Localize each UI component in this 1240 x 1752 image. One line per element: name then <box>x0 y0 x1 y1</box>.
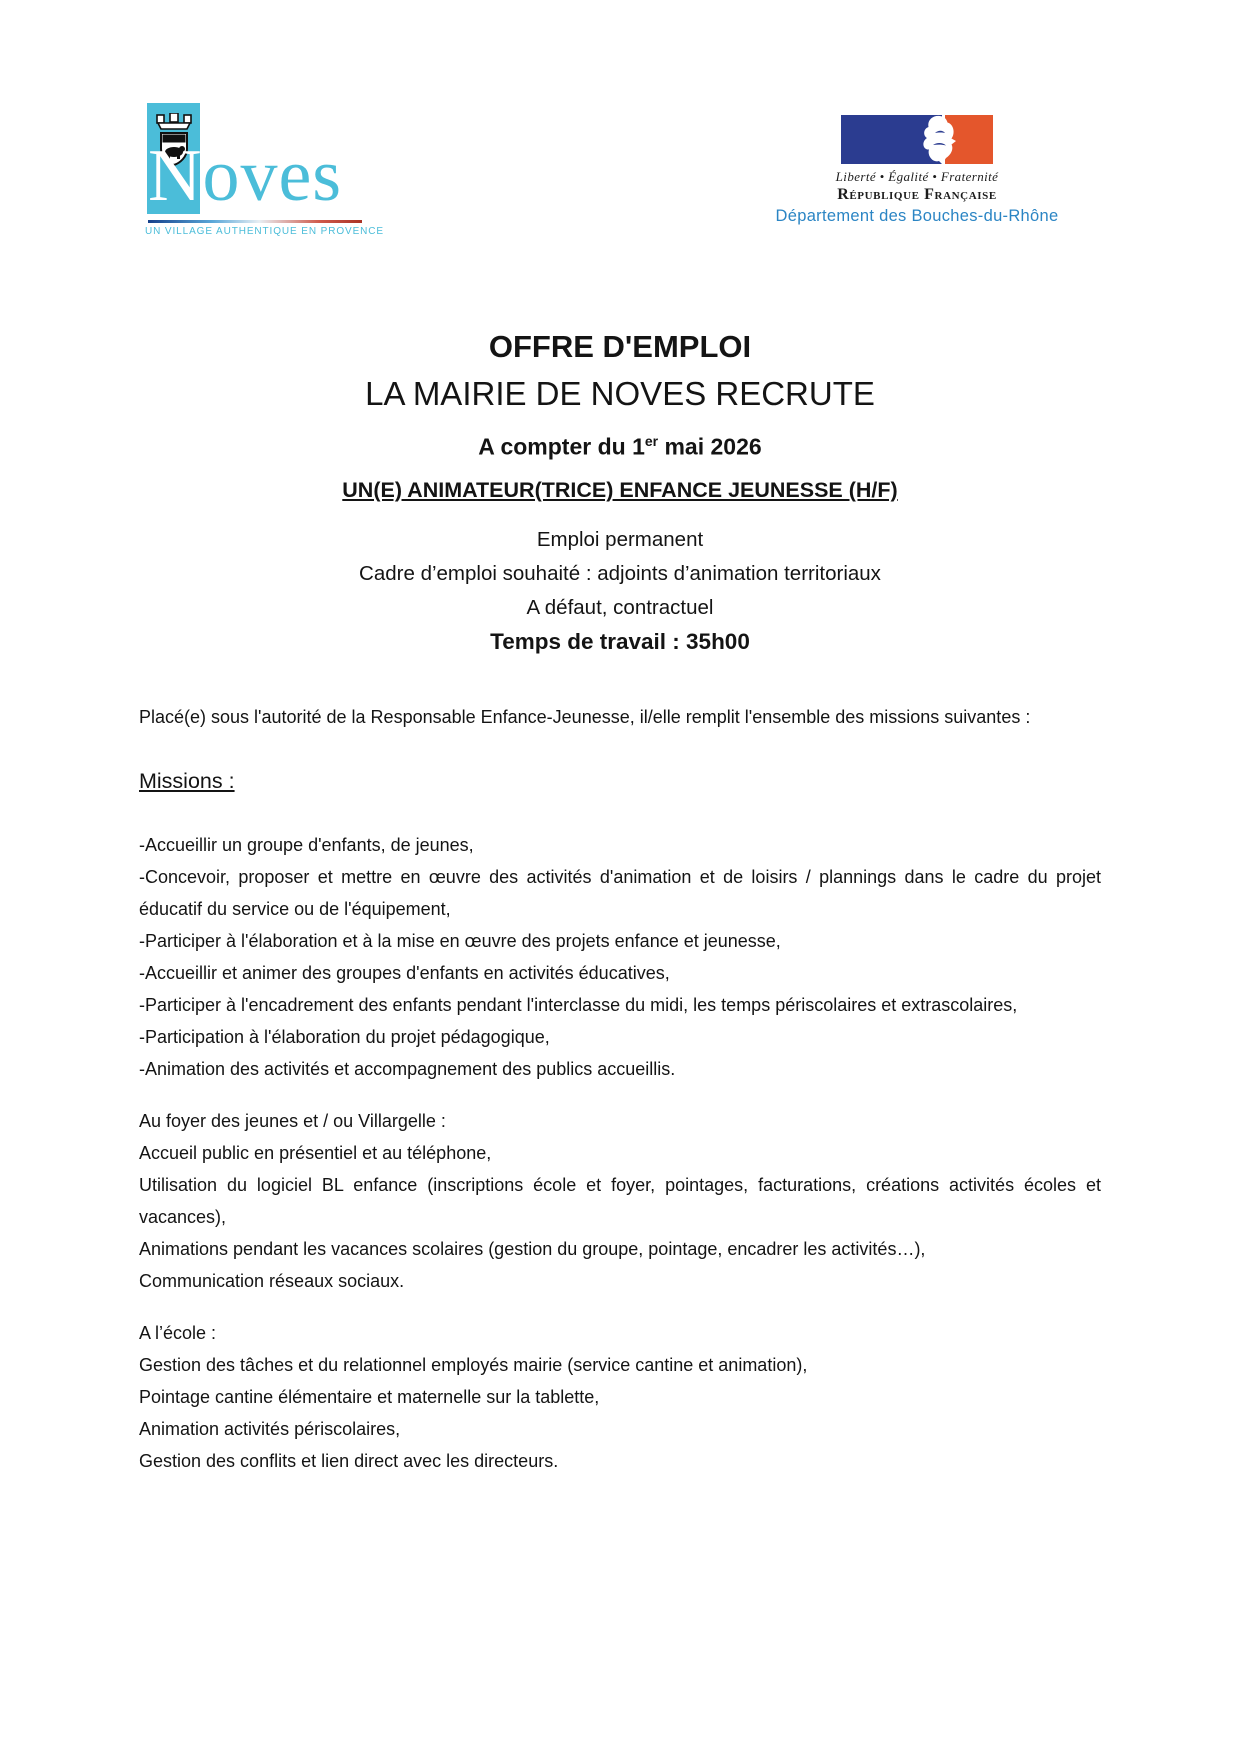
missions-heading-text: Missions : <box>139 768 235 793</box>
mission-item: -Accueillir et animer des groupes d'enfants en activités éducatives, <box>139 962 670 983</box>
position-title-line <box>139 469 1101 511</box>
foyer-heading: Au foyer des jeunes et / ou Villargelle : <box>139 1110 446 1131</box>
foyer-section <box>139 1105 1101 1297</box>
ecole-section <box>139 1317 1101 1477</box>
title-block <box>139 325 1101 659</box>
department-label: Département des Bouches-du-Rhône <box>775 207 1059 225</box>
start-date-line <box>139 419 1101 469</box>
ecole-item: Gestion des tâches et du relationnel employés mairie (service cantine et animation), <box>139 1354 808 1375</box>
start-date-suffix: mai 2026 <box>658 433 762 460</box>
intro-paragraph: Placé(e) sous l'autorité de la Responsable Enfance-Jeunesse, il/elle remplit l'ensemble des missions suivantes : <box>139 706 1031 727</box>
missions-heading <box>139 763 1101 799</box>
missions-list <box>139 829 1101 1085</box>
republique-francaise-logo <box>841 115 993 164</box>
ecole-item: Gestion des conflits et lien direct avec les directeurs. <box>139 1450 559 1471</box>
noves-wordmark <box>148 135 343 217</box>
noves-wordmark-initial: N <box>148 135 203 217</box>
mission-item: -Concevoir, proposer et mettre en œuvre des activités d'animation et de loisirs / plannings dans le cadre du projet éducatif du service ou de l'équipement, <box>139 866 1101 919</box>
foyer-item: Communication réseaux sociaux. <box>139 1270 405 1291</box>
noves-logo <box>133 93 383 243</box>
foyer-list <box>139 1137 1101 1297</box>
work-time-line: Temps de travail : 35h00 <box>490 628 750 654</box>
foyer-item: Accueil public en présentiel et au téléphone, <box>139 1142 492 1163</box>
rf-motto: Liberté • Égalité • Fraternité <box>835 169 999 184</box>
start-date-ordinal: er <box>644 433 659 449</box>
mission-item: -Participation à l'élaboration du projet pédagogique, <box>139 1026 550 1047</box>
employment-type-line: Emploi permanent <box>536 527 704 551</box>
document-subtitle: LA MAIRIE DE NOVES RECRUTE <box>365 375 875 412</box>
document-header <box>139 93 1101 243</box>
marianne-profile-icon <box>913 115 969 164</box>
mission-item: -Accueillir un groupe d'enfants, de jeunes, <box>139 834 474 855</box>
start-date-prefix: A compter du 1 <box>478 433 645 460</box>
ecole-heading: A l’école : <box>139 1322 217 1343</box>
position-title: UN(E) ANIMATEUR(TRICE) ENFANCE JEUNESSE (H/F) <box>342 477 898 502</box>
contractuel-line: A défaut, contractuel <box>526 595 714 619</box>
noves-tagline: UN VILLAGE AUTHENTIQUE EN PROVENCE <box>145 226 384 237</box>
mission-item: -Animation des activités et accompagnement des publics accueillis. <box>139 1058 676 1079</box>
ecole-item: Pointage cantine élémentaire et maternelle sur la tablette, <box>139 1386 600 1407</box>
document-title: OFFRE D'EMPLOI <box>488 329 752 364</box>
republique-francaise-block <box>757 115 1077 226</box>
rf-name: République Française <box>837 186 997 203</box>
ecole-item: Animation activités périscolaires, <box>139 1418 401 1439</box>
noves-gradient-bar <box>148 220 362 223</box>
foyer-item: Animations pendant les vacances scolaires (gestion du groupe, pointage, encadrer les activités…), <box>139 1238 926 1259</box>
ecole-list <box>139 1349 1101 1477</box>
foyer-item: Utilisation du logiciel BL enfance (inscriptions école et foyer, pointages, facturations, créations activités écoles et vacances), <box>139 1174 1101 1227</box>
document-body <box>139 701 1101 1477</box>
cadre-emploi-line: Cadre d’emploi souhaité : adjoints d’animation territoriaux <box>359 561 881 585</box>
mission-item: -Participer à l'élaboration et à la mise en œuvre des projets enfance et jeunesse, <box>139 930 781 951</box>
mission-item: -Participer à l'encadrement des enfants pendant l'interclasse du midi, les temps périscolaires et extrascolaires, <box>139 994 1018 1015</box>
noves-wordmark-rest: oves <box>202 135 343 217</box>
